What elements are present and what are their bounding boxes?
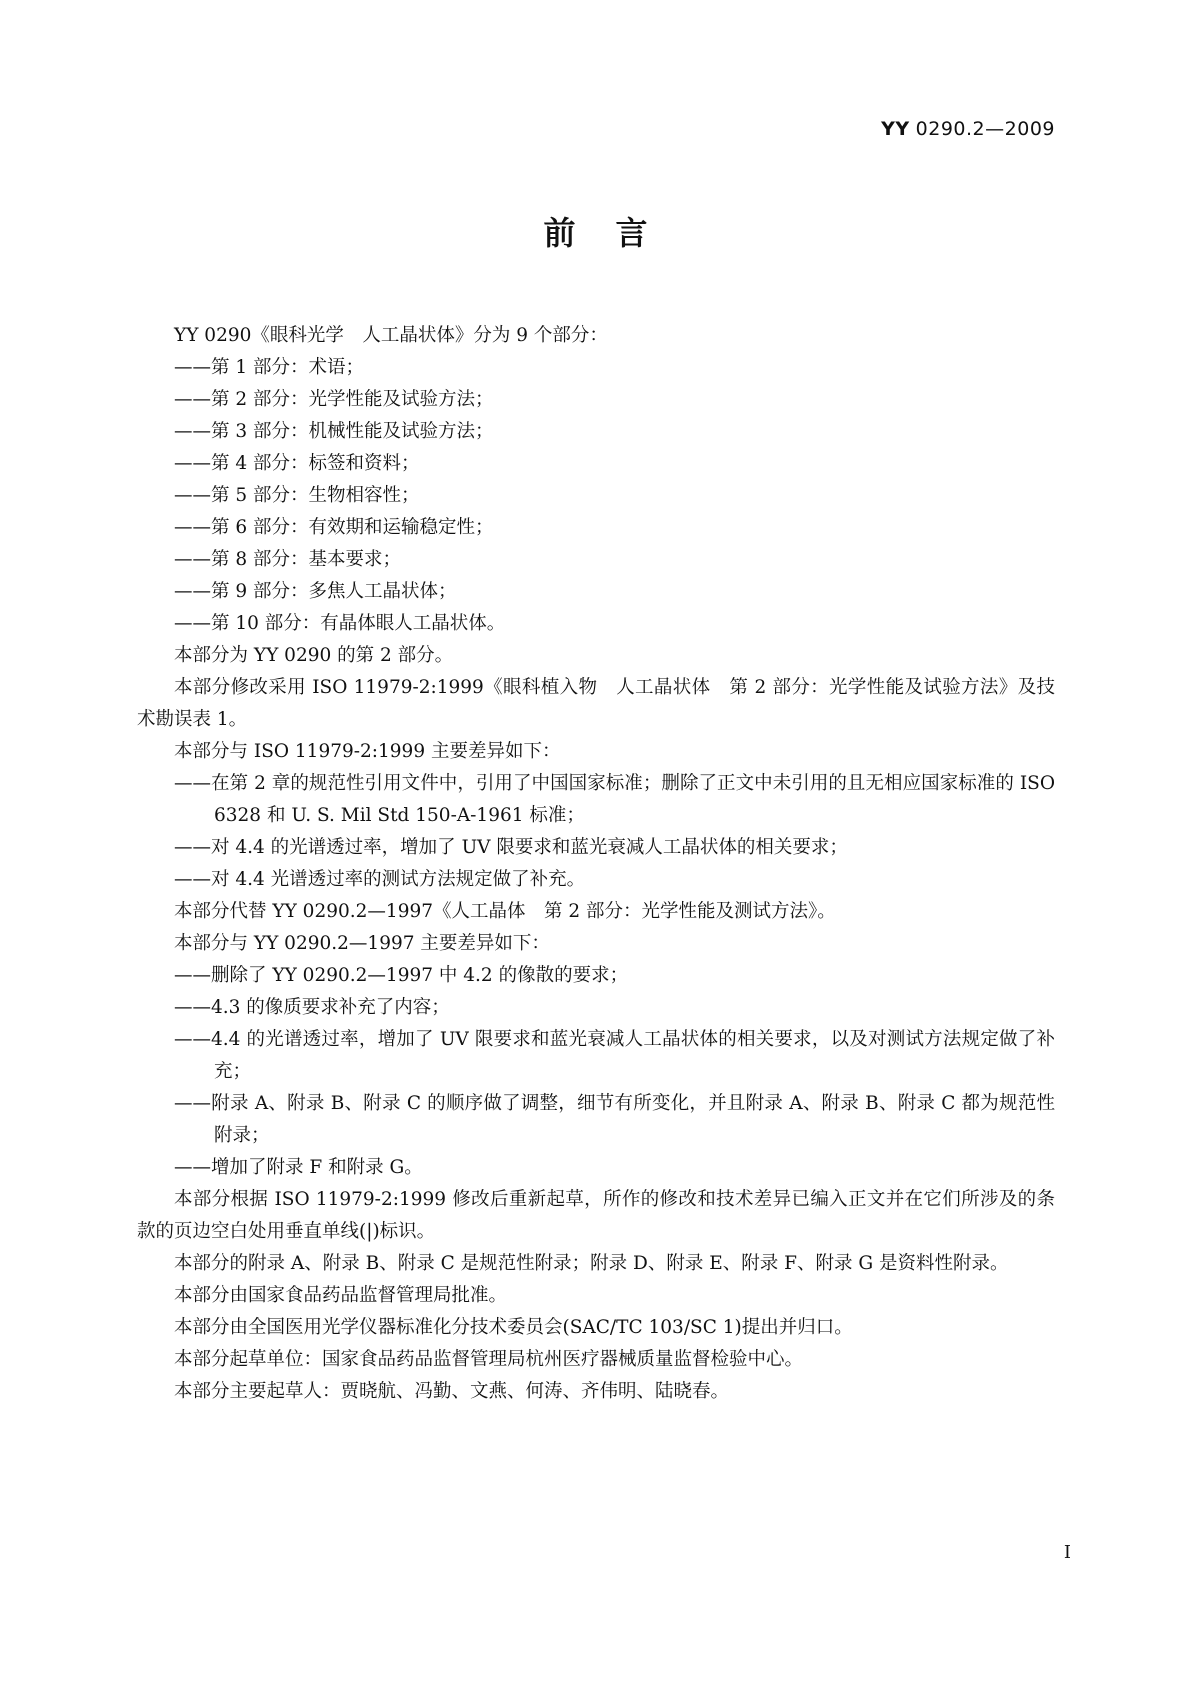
part-list-item: ——第 1 部分：术语； (174, 357, 365, 378)
page-number: I (1063, 1542, 1071, 1563)
drafters-paragraph: 本部分主要起草人：贾晓航、冯勤、文燕、何涛、齐伟明、陆晓春。 (174, 1381, 730, 1402)
proposed-paragraph: 本部分由全国医用光学仪器标准化分技术委员会(SAC/TC 103/SC 1)提出并归口。 (174, 1317, 853, 1338)
intro-paragraph: YY 0290《眼科光学 人工晶状体》分为 9 个部分： (174, 325, 608, 346)
document-code-prefix: YY (881, 118, 910, 140)
replaces-paragraph: 本部分代替 YY 0290.2—1997《人工晶体 第 2 部分：光学性能及测试方法》。 (174, 901, 836, 922)
part-list-item: ——第 3 部分：机械性能及试验方法； (174, 421, 494, 442)
yy-diff-item: ——删除了 YY 0290.2—1997 中 4.2 的像散的要求； (174, 965, 629, 986)
adoption-paragraph: 本部分修改采用 ISO 11979-2:1999《眼科植入物 人工晶状体 第 2 部分：光学性能及试验方法》及技术勘误表 1。 (137, 677, 1055, 730)
part-list-item: ——第 4 部分：标签和资料； (174, 453, 420, 474)
iso-diff-item: ——对 4.4 的光谱透过率，增加了 UV 限要求和蓝光衰减人工晶状体的相关要求； (174, 837, 848, 858)
part-list-item: ——第 6 部分：有效期和运输稳定性； (174, 517, 494, 538)
iso-diff-item: ——在第 2 章的规范性引用文件中，引用了中国国家标准；删除了正文中未引用的且无相应国家标准的 ISO 6328 和 U. S. Mil Std 150-A-1961 标准； (174, 773, 1055, 826)
yy-diff-item: ——附录 A、附录 B、附录 C 的顺序做了调整，细节有所变化，并且附录 A、附录 B、附录 C 都为规范性附录； (174, 1093, 1055, 1146)
document-code-number: 0290.2—2009 (915, 118, 1055, 140)
part-list-item: ——第 9 部分：多焦人工晶状体； (174, 581, 457, 602)
drafting-unit-paragraph: 本部分起草单位：国家食品药品监督管理局杭州医疗器械质量监督检验中心。 (174, 1349, 804, 1370)
page-title: 前言 (543, 214, 688, 252)
annexes-paragraph: 本部分的附录 A、附录 B、附录 C 是规范性附录；附录 D、附录 E、附录 F、附录 G 是资料性附录。 (174, 1253, 1009, 1274)
part-list-item: ——第 2 部分：光学性能及试验方法； (174, 389, 494, 410)
preface-body (137, 320, 1055, 1408)
iso-diff-item: ——对 4.4 光谱透过率的测试方法规定做了补充。 (174, 869, 586, 890)
part-list-item: ——第 8 部分：基本要求； (174, 549, 402, 570)
iso-diff-intro: 本部分与 ISO 11979-2:1999 主要差异如下： (174, 741, 561, 762)
approved-paragraph: 本部分由国家食品药品监督管理局批准。 (174, 1285, 508, 1306)
part-list-item: ——第 5 部分：生物相容性； (174, 485, 420, 506)
part-list-item: ——第 10 部分：有晶体眼人工晶状体。 (174, 613, 506, 634)
yy-diff-intro: 本部分与 YY 0290.2—1997 主要差异如下： (174, 933, 550, 954)
document-code (881, 118, 1055, 140)
yy-diff-item: ——4.4 的光谱透过率，增加了 UV 限要求和蓝光衰减人工晶状体的相关要求，以及对测试方法规定做了补充； (174, 1029, 1055, 1082)
yy-diff-item: ——4.3 的像质要求补充了内容； (174, 997, 450, 1018)
yy-diff-item: ——增加了附录 F 和附录 G。 (174, 1157, 423, 1178)
this-part-paragraph: 本部分为 YY 0290 的第 2 部分。 (174, 645, 454, 666)
redraft-paragraph: 本部分根据 ISO 11979-2:1999 修改后重新起草，所作的修改和技术差异已编入正文并在它们所涉及的条款的页边空白处用垂直单线(|)标识。 (137, 1189, 1055, 1242)
